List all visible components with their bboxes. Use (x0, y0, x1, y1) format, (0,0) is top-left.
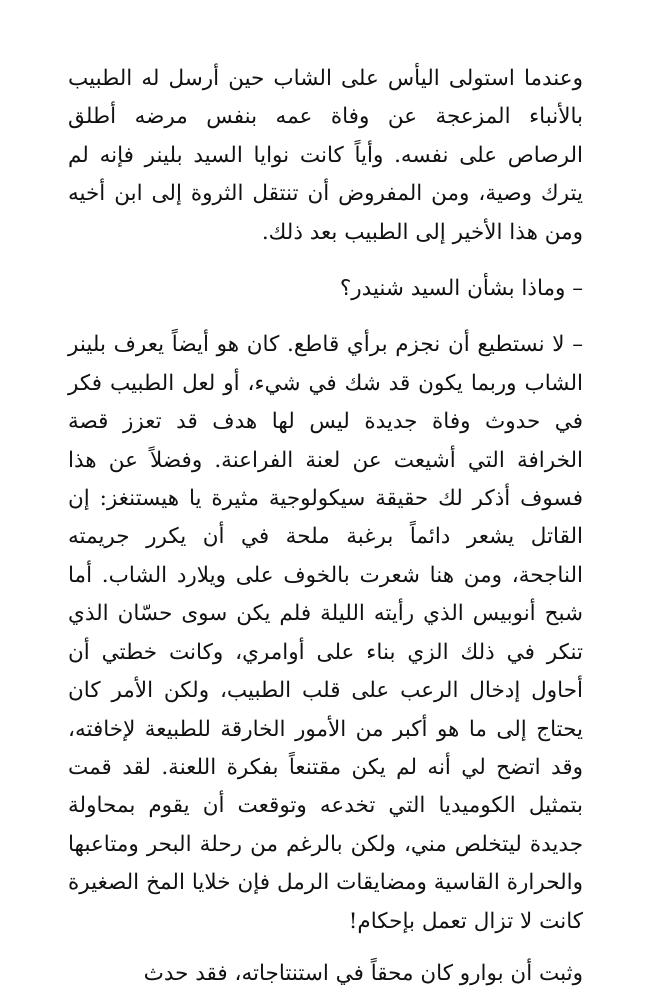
paragraph-closing-line: وثبت أن بوارو كان محقاً في استنتاجاته، فقد حدث (143, 960, 583, 986)
paragraph-question-schneider: – وماذا بشأن السيد شنيدر؟ (339, 276, 583, 302)
paragraph-doctor-motive: وعندما استولى اليأس على الشاب حين أرسل له الطبيب بالأنباء المزعجة عن وفاة عمه بنفس مرضه أطلق الرصاص على نفسه. وأياً كانت نوايا السيد بلينر فإنه لم يترك وصية، ومن المفروض أن تنتقل الثروة إلى ابن أخيه ومن هذا الأخير إلى الطبيب بعد ذلك. (68, 66, 583, 245)
paragraph-poirot-explanation: – لا نستطيع أن نجزم برأي قاطع. كان هو أيضاً يعرف بلينر الشاب وربما يكون قد شك في شيء، أو لعل الطبيب فكر في حدوث وفاة جديدة ليس لها هدف قد تعزز قصة الخرافة التي أشيعت عن لعنة الفراعنة. وفضلاً عن هذا فسوف أذكر لك حقيقة سيكولوجية مثيرة يا هيستنغز: إن القاتل يشعر دائماً برغبة ملحة في أن يكرر جريمته الناجحة، ومن هنا شعرت بالخوف على ويلارد الشاب. أما شبح أنوبيس الذي رأيته الليلة فلم يكن سوى حسّان الذي تنكر في ذلك الزي بناء على أوامري، وكانت خطتي أن أحاول إدخال الرعب على قلب الطبيب، ولكن الأمر كان يحتاج إلى ما هو أكبر من الأمور الخارقة للطبيعة لإخافته، وقد اتضح لي أنه لم يكن مقتنعاً بفكرة اللعنة. لقد قمت بتمثيل الكوميديا التي تخدعه وتوقعت أن يقوم بمحاولة جديدة ليتخلص مني، ولكن بالرغم من رحلة البحر ومتاعبها والحرارة القاسية ومضايقات الرمل فإن خلايا المخ الصغيرة كانت لا تزال تعمل بإحكام! (68, 332, 583, 934)
